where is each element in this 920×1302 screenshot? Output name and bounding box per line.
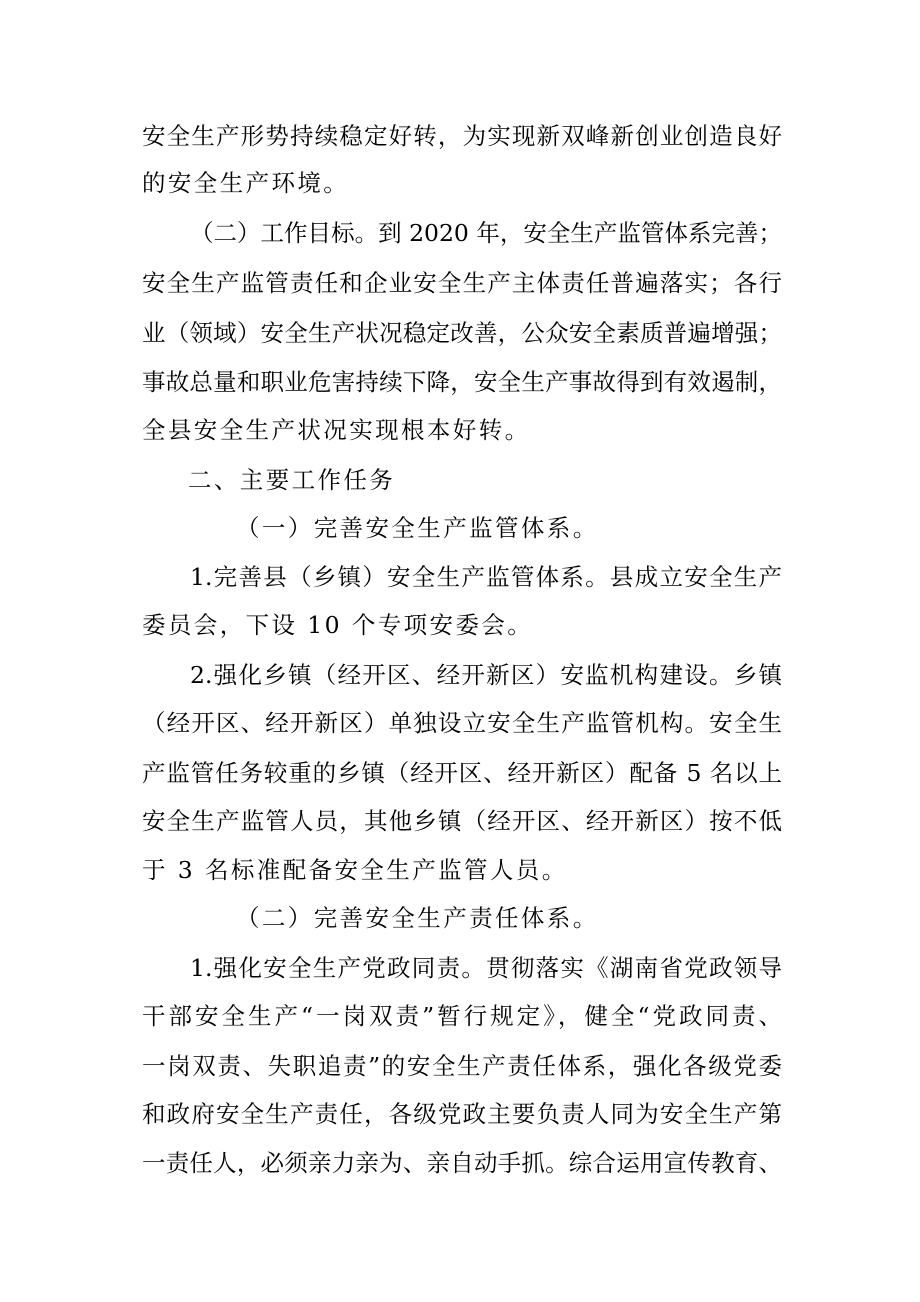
body-text-line: （二）工作目标。到 2020 年，安全生产监管体系完善； xyxy=(190,219,782,247)
subsection-heading: （二）完善安全生产责任体系。 xyxy=(236,904,599,932)
body-text-line: 1.完善县（乡镇）安全生产监管体系。县成立安全生产 xyxy=(190,563,782,591)
body-text-line: 安全生产形势持续稳定好转，为实现新双峰新创业创造良好 xyxy=(142,122,782,150)
body-text-line: 全县安全生产状况实现根本好转。 xyxy=(142,416,531,444)
section-heading: 二、主要工作任务 xyxy=(188,466,396,494)
body-text-line: 产监管任务较重的乡镇（经开区、经开新区）配备 5 名以上 xyxy=(142,759,782,787)
body-text-line: 2.强化乡镇（经开区、经开新区）安监机构建设。乡镇 xyxy=(190,661,782,689)
body-text-line: 业（领域）安全生产状况稳定改善，公众安全素质普遍增强； xyxy=(142,319,782,347)
body-text-line: 和政府安全生产责任，各级党政主要负责人同为安全生产第 xyxy=(142,1100,782,1128)
body-text-line: 1.强化安全生产党政同责。贯彻落实《湖南省党政领导 xyxy=(190,954,782,982)
body-text-line: 委员会，下设 10 个专项安委会。 xyxy=(142,611,534,639)
body-text-line: 干部安全生产“一岗双责”暂行规定》，健全“党政同责、 xyxy=(142,1002,782,1030)
body-text-line: 于 3 名标准配备安全生产监管人员。 xyxy=(142,856,568,884)
body-text-line: 安全生产监管人员，其他乡镇（经开区、经开新区）按不低 xyxy=(142,807,782,835)
body-text-line: 事故总量和职业危害持续下降，安全生产事故得到有效遏制， xyxy=(142,368,782,396)
subsection-heading: （一）完善安全生产监管体系。 xyxy=(236,514,599,542)
body-text-line: 一责任人，必须亲力亲为、亲自动手抓。综合运用宣传教育、 xyxy=(142,1149,782,1177)
body-text-line: 的安全生产环境。 xyxy=(142,169,350,197)
body-text-line: （经开区、经开新区）单独设立安全生产监管机构。安全生 xyxy=(142,709,782,737)
body-text-line: 一岗双责、失职追责”的安全生产责任体系，强化各级党委 xyxy=(142,1052,782,1080)
body-text-line: 安全生产监管责任和企业安全生产主体责任普遍落实；各行 xyxy=(142,269,782,297)
